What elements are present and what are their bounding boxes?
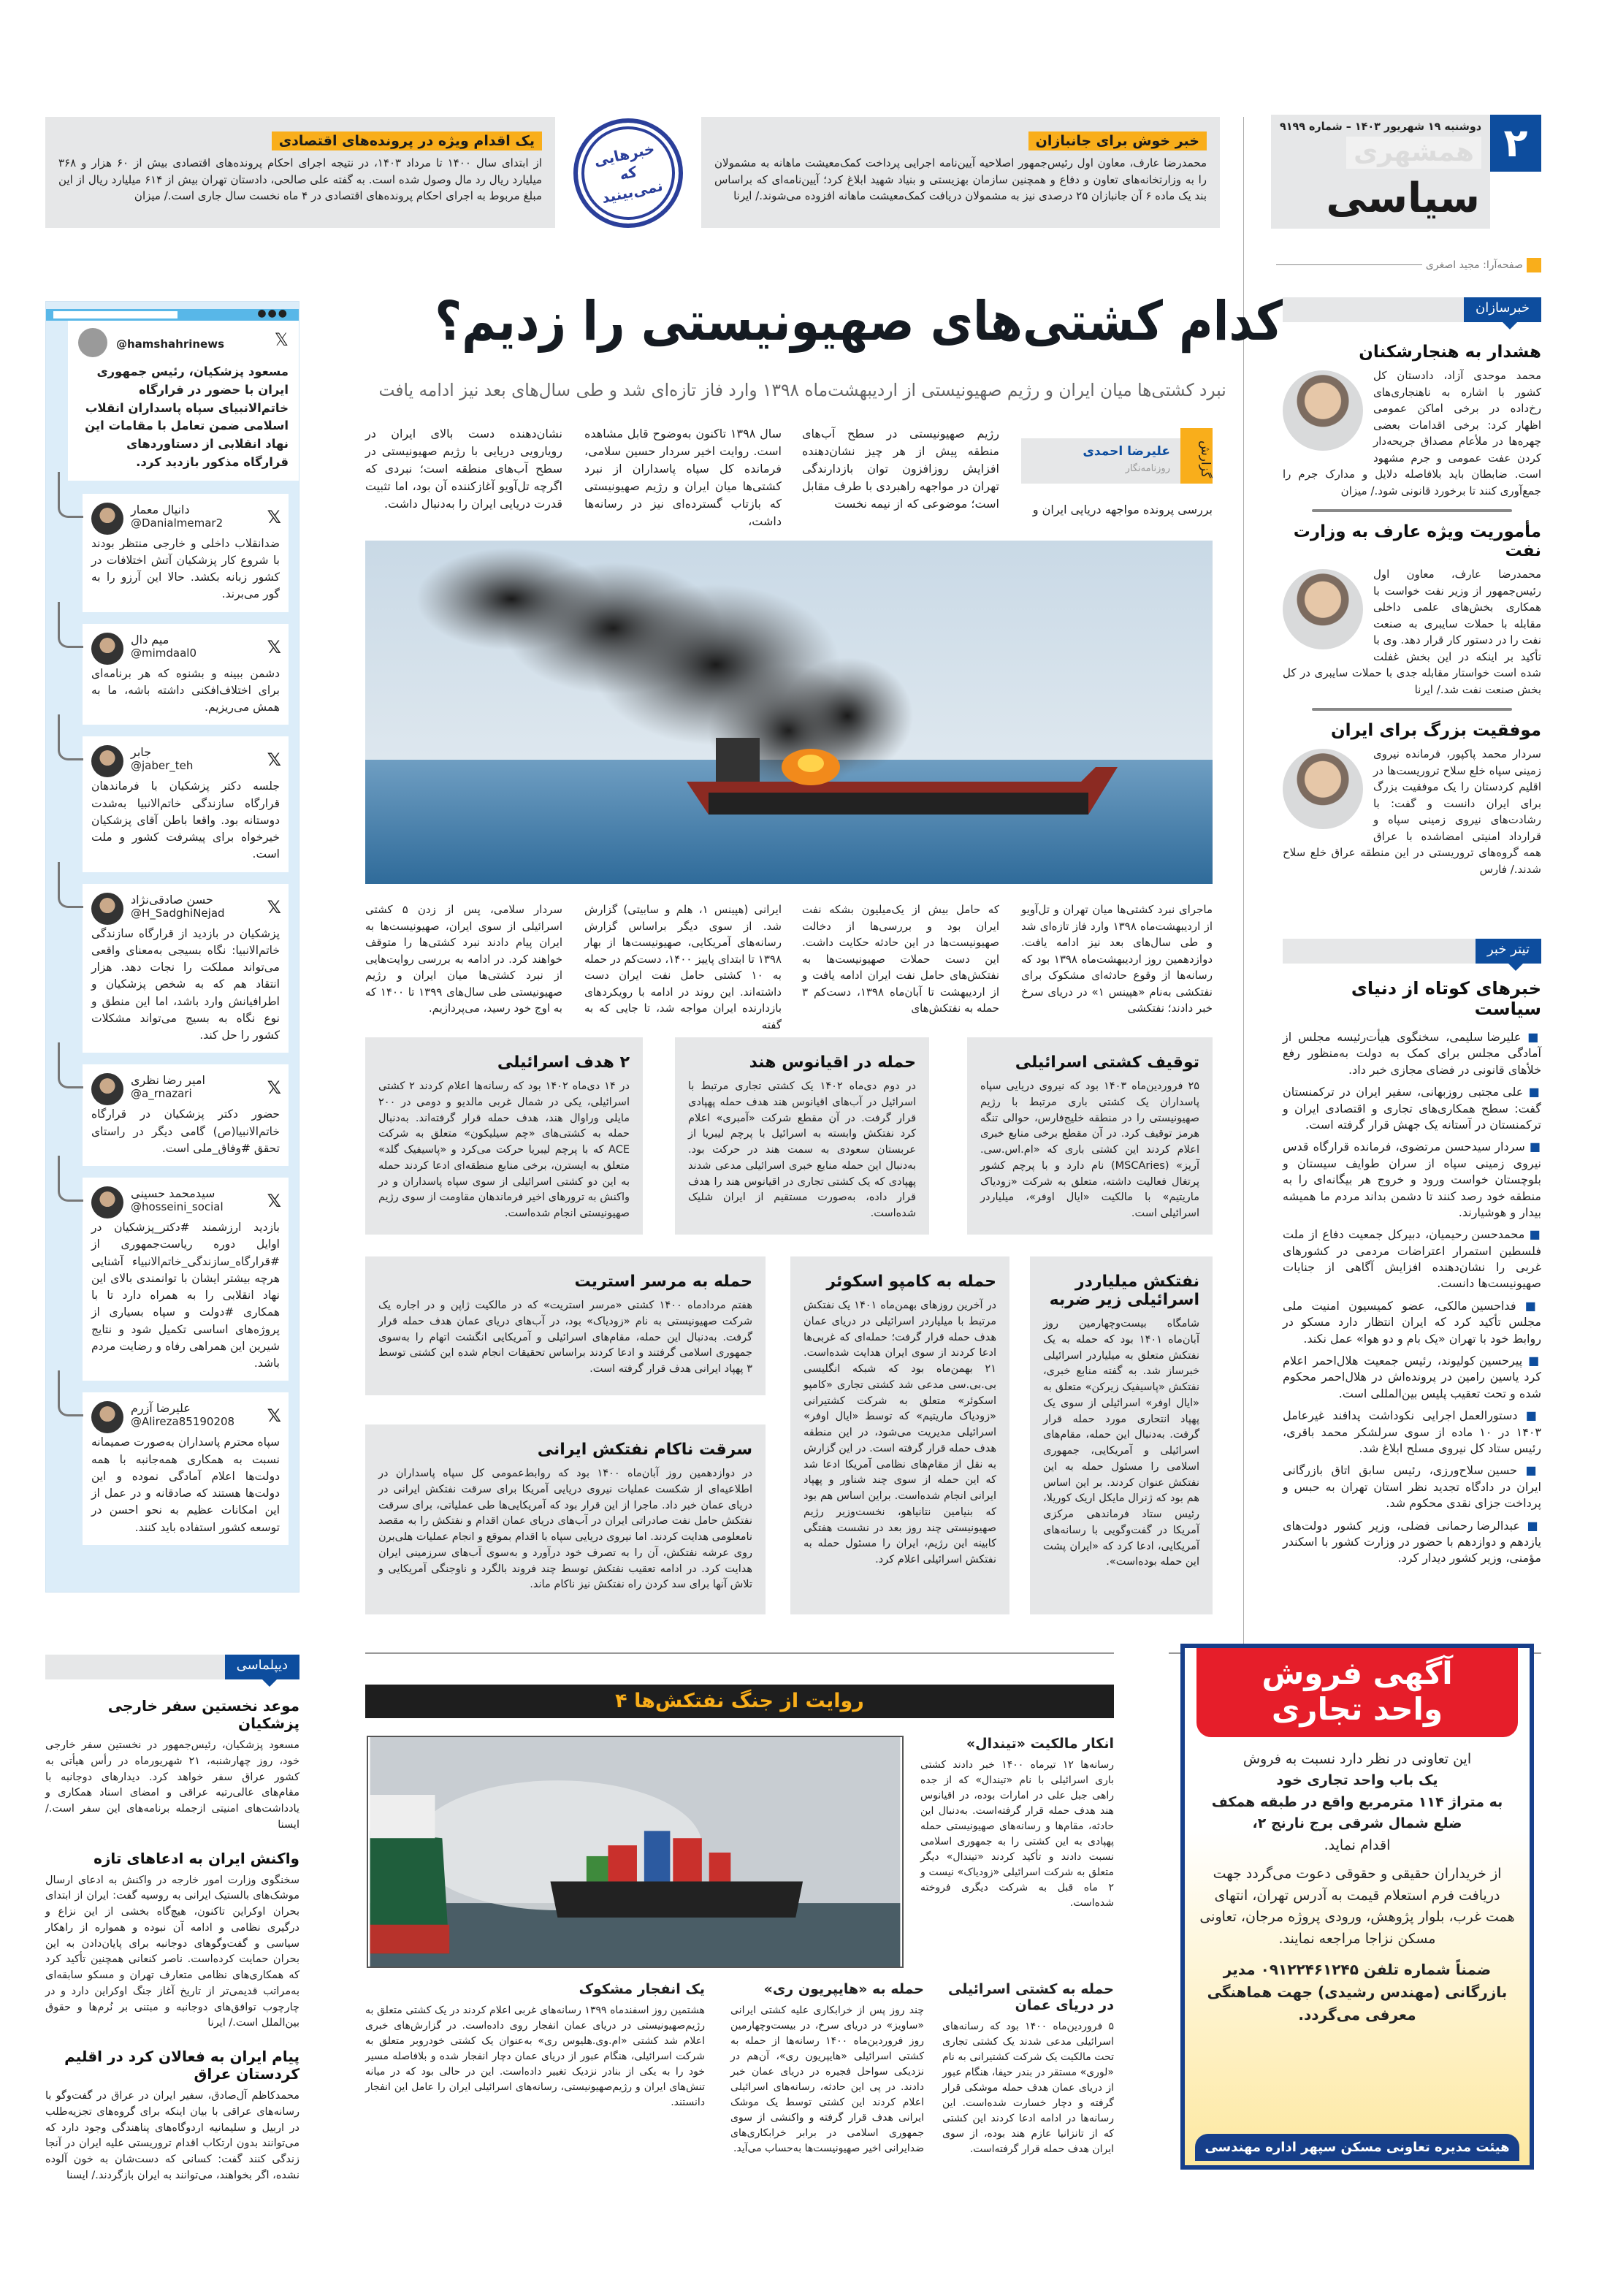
kicker: گزارش — [1180, 428, 1213, 484]
newsmaker-body: سردار محمد پاکپور، فرمانده نیروی زمینی سپاه خلع سلاح تروریست‌ها در اقلیم کردستان را یک موفقیت بزرگ برای ایران دانست و گفت: با رشادت‌های نیروی زمینی سپاه و قرارداد امنیتی امضاشده با عراق همه گروه‌های تروریستی در این منطقه عراق خلع سلاح شدند./ فارس — [1283, 747, 1541, 876]
ad-footer: هیئت مدیره تعاونی مسکن سپهر اداره مهندسی — [1195, 2134, 1519, 2161]
story-body: ۵ فروردین‌ماه ۱۴۰۰ بود که رسانه‌های اسرائیلی مدعی شدند یک کشتی تجاری تحت مالکیت یک شرکت کشتیرانی به نام «لوری» مستقر در بندر حیفا، هنگام عبور از دریای عمان هدف حمله موشکی قرار گرفته و دچار خسارت شده‌است. این رسانه‌ها در ادامه ادعا کردند این کشتی که از تانزانیا عازم هند بوده، از سوی ایران هدف حمله قرار گرفته‌است. — [942, 2021, 1114, 2155]
ad-title: آگهی فروش — [1261, 1655, 1453, 1691]
newsmaker-title: موفقیت بزرگ برای ایران — [1330, 721, 1541, 740]
lead-col: رژیم صهیونیستی در سطح آب‌های منطقه پیش از هر چیز نشان‌دهنده افزایش روزافزون توان بازدارندگی تهران در مواجهه راهبردی با طرف مقابل است؛ موضوعی که از نیمه نخست — [802, 427, 999, 511]
tweet-body: جلسه دکتر پزشکیان با فرماندهان قرارگاه سازندگی خاتم‌الانبیا به‌شدت دوستانه بود. واقعا باطن آقای پزشکیان خیرخواه برای پیشرفت کشور و ملت است. — [91, 779, 280, 861]
tweet-body: بازدید ارزشمند #دکتر_پزشکیان در اوایل دوره ریاست‌جمهوری از #قرارگاه_سازندگی_خاتم‌الانبیاء آشنایی هرچه بیشتر ایشان با توانمندی بالای این نهاد انقلابی را به همراه دارد تا با همکاری #دولت و سپاه بسیاری از پروژه‌های اساسی تکمیل شود و نتایج شیرین این همراهی رفاه و رضایت مردم باشد. — [91, 1221, 280, 1370]
incident-title: نفتکش میلیاردر اسرائیلی زیر ضربه — [1049, 1273, 1199, 1309]
incident-box — [790, 1256, 1009, 1614]
browser-bar: ●●● — [46, 309, 299, 321]
incident-body: در دوم دی‌ماه ۱۴۰۲ یک کشتی تجاری مرتبط با اسرائیل در آب‌های اقیانوس هند هدف حمله پهپادی قرار گرفت. در آن مقطع شرکت «آمبری» اعلام کرد نفتکش وابسته به اسرائیل با پرچم لیبریا از عربستان سعودی به سمت هند در حرکت بود. به‌دنبال این حمله منابع خبری اسرائیلی مدعی شدند پهپادی که یک کشتی تجاری در اقیانوس هند را هدف قرار داده، به‌صورت مستقیم از ایران شلیک شده‌است. — [688, 1080, 917, 1219]
lead-col: بررسی پرونده مواجهه دریایی ایران و — [1032, 503, 1213, 516]
body-col: ماجرای نبرد کشتی‌ها میان تهران و تل‌آویو از اردیبهشت‌ماه ۱۳۹۸ وارد فاز تازه‌ای شد و طی سال‌های بعد نیز ادامه یافت. دوازدهمین روز اردیبهشت‌ماه ۱۳۹۸ بود که رسانه‌ها از وقوع حادثه‌ای مشکوک برای نفتکشی به‌نام «هپینس ۱» در دریای سرخ خبر دادند؛ نفتکشی — [1021, 903, 1213, 1015]
story-body: هشتمین روز اسفندماه ۱۳۹۹ رسانه‌های غربی اعلام کردند در یک کشتی متعلق به رژیم‌صهیونیستی در دریای عمان انفجار روی داده‌است. در گزارش‌های خبری اعلام شد کشتی «ام.وی.هلیوس ری» به‌عنوان یک کشتی خودروبر متعلق به شرکت اسرائیلی، هنگام عبور از دریای عمان دچار انفجار شده و بلافاصله مسیر خود را به یکی از بنادر نزدیک تغییر داده‌است. این در حالی بود که در میانه تنش‌های ایران و رژیم‌صهیونیستی، رسانه‌های اسرائیلی ایران را عامل این انفجار دانستند. — [365, 2005, 705, 2108]
x-logo-icon: 𝕏 — [267, 506, 281, 527]
tweet-body: مسعود پزشکیان، رئیس جمهوری ایران با حضور در قرارگاه خاتم‌الانبیای سپاه پاسداران انقلاب اسلامی ضمن تعامل با مقامات این نهاد انقلابی از دستاوردهای قرارگاه مذکور بازدید کرد. — [85, 365, 289, 469]
diplomacy-body: سخنگوی وزارت امور خارجه در واکنش به ادعای ارسال موشک‌های بالستیک ایرانی به روسیه گفت: ایران از ابتدای بحران اوکراین تاکنون، هیچ‌گاه بخشی از این نزاع و درگیری نظامی و ادامه آن نبوده و همواره از راهکار سیاسی و گفت‌وگوهای دوجانبه برای پایان‌دادن به این بحران حمایت کرده‌است. ناصر کنعانی همچنین تأکید کرد که همکاری‌های نظامی متعارف تهران و مسکو سابقه‌ای به‌مراتب قدیمی‌تر از تاریخ آغاز جنگ اوکراین دارد و در چارچوب توافق‌های دوجانبه و مبتنی بر نُرم‌ها و حقوق بین‌الملل است./ ایرنا — [45, 1874, 299, 2029]
tweet-handle[interactable]: @H_SadghiNejad — [131, 906, 225, 920]
top-strip-right — [701, 117, 1220, 228]
incident-box — [1030, 1256, 1213, 1614]
tweet-handle[interactable]: @jaber_teh — [131, 759, 194, 773]
avatar — [91, 893, 123, 925]
ad-title: واحد تجاری — [1271, 1691, 1443, 1727]
ad-text: از خریداران حقیقی و حقوقی دعوت می‌گردد جهت دریافت فرم استعلام قیمت به آدرس تهران، انتهای همت غرب، بلوار پژوهش، ورودی پروژه مرجان، تعاونی مسکن نزاجا مراجعه نمایند. — [1199, 1866, 1515, 1947]
top-strip-left — [45, 117, 555, 228]
tweet-author: سیدمحمد حسینی — [131, 1186, 215, 1200]
brief-item: ■ محمدحسن رحیمیان، دبیرکل جمعیت دفاع از ملت فلسطین استمرار اعتراضات مردمی در کشورهای غربی را نشان‌دهنده افزایش آگاهی از جنایات صهیونیست‌ها دانست. — [1283, 1227, 1541, 1292]
main-tweet[interactable] — [68, 321, 299, 481]
x-logo-icon: 𝕏 — [267, 896, 281, 918]
headline: کدام کشتی‌های صهیونیستی را زدیم؟ — [435, 290, 1283, 353]
tweet-handle[interactable]: @a_rnazari — [131, 1087, 192, 1101]
ad-text: اقدام نماید. — [1324, 1837, 1391, 1853]
incident-title: سرقت ناکام نفتکش ایرانی — [537, 1441, 752, 1459]
portrait-photo — [1283, 569, 1363, 649]
reply-tweet[interactable] — [83, 884, 289, 1053]
reply-tweet[interactable] — [83, 1178, 289, 1381]
newsmaker-body: محمد موحدی آزاد، دادستان کل کشور با اشاره به ناهنجاری‌های رخ‌داده در برخی اماکن عمومی اظهار کرد: برخی اقدامات بعضی چهره‌ها در ملأعام مصداق جریحه‌دار کردن عفت عمومی و جرم مشهود است. ضابطان باید بلافاصله دلایل و مدارک جرم را جمع‌آوری کنند تا برخورد قانونی شود./ میزان — [1283, 369, 1541, 497]
incident-title: حمله به کامپو اسکوئر — [826, 1273, 996, 1291]
brief-item: ■ حسین سلاح‌ورزی، رئیس سابق اتاق بازرگانی ایران در دادگاه تجدید نظر استان تهران به حبس و پرداخت جزای نقدی محکوم شد. — [1283, 1462, 1541, 1511]
divider — [1312, 708, 1512, 711]
page-number: ۲ — [1490, 115, 1541, 172]
x-logo-icon: 𝕏 — [267, 1078, 281, 1099]
newsmakers — [1283, 297, 1541, 877]
reply-tweet[interactable] — [83, 736, 289, 872]
story-title: حمله به کشتی اسرائیلی در دریای عمان — [948, 1981, 1114, 2013]
incident-box — [675, 1037, 929, 1235]
brief-item: ■ پیرحسین کولیوند، رئیس جمعیت هلال‌احمر اعلام کرد یاسین رامین در پرونده‌اش در هلال‌احمر محکوم شده و تحت تعقیب پلیس بین‌المللی است. — [1283, 1353, 1541, 1402]
headline-wrap — [365, 286, 1283, 359]
incident-box — [967, 1037, 1213, 1235]
ad-text: به متراژ ۱۱۴ مترمربع واقع در طبقه همکف ضلع شمال شرقی برج نارنج ۲، — [1211, 1793, 1503, 1832]
section-label: خبرسازان — [1464, 297, 1541, 322]
tanker-story — [365, 1981, 705, 2186]
tweet-body: حضور دکتر پزشکیان در قرارگاه خاتم‌الانبیا(ص) گامی دیگر در راستای تحقق #وفاق_ملی است. — [91, 1107, 280, 1155]
newsmaker-body: محمدرضا عارف، معاون اول رئیس‌جمهور از وزیر نفت خواست با همکاری بخش‌های علمی داخلی مقابله با حملات سایبری به صنعت نفت را در دستور کار قرار دهد. وی با تأکید بر اینکه در این بخش غفلت شده است خواستار مقابله جدی با حملات سایبری در کل بخش صنعت نفت شد./ ایرنا — [1283, 568, 1541, 696]
tweet-body: پزشکیان در بازدید از قرارگاه سازندگی خاتم‌الانبیا: نگاه بسیجی به‌معنای واقعی می‌تواند مملکت را نجات دهد. هزار انتقاد هم که به شخص پزشکیان و اطرافیانش وارد باشد، اما این منطق و نوع نگاه به بسیج می‌تواند مشکلات کشور را حل کند. — [91, 926, 280, 1042]
section-title: سیاسی — [1326, 175, 1480, 222]
masthead — [1271, 115, 1490, 229]
brief-item: ■ علیرضا سلیمی، سخنگوی هیأت‌رئیسه مجلس از آمادگی مجلس برای کمک به دولت به‌منظور رفع خلأهای قانونی در فضای مجازی خبر داد. — [1283, 1029, 1541, 1078]
lead-col: نشان‌دهنده دست بالای ایران در رویارویی دریایی با رژیم صهیونیستی در سطح آب‌های منطقه است؛ نبردی که اگرچه تل‌آویو آغازکننده آن بود، اما تثبیت قدرت دریایی ایران را به‌دنبال داشت. — [365, 427, 562, 511]
x-logo-icon: 𝕏 — [274, 329, 289, 350]
reply-tweet[interactable] — [83, 494, 289, 612]
divider — [1312, 509, 1512, 512]
brief-item: ■ عبدالرضا رحمانی فضلی، وزیر کشور دولت‌های یازدهم و دوازدهم با حضور در وزارت کشور با اسکندر مؤمنی، وزیر کشور دیدار کرد. — [1283, 1518, 1541, 1567]
replies — [46, 494, 299, 1545]
portrait-photo — [1283, 370, 1363, 451]
brief-item: ■ فداحسین مالکی، عضو کمیسیون امنیت ملی مجلس تأکید کرد که ایران انتظار دارد مسکو در روابط خود با تهران «یک بام و دو هوا» عمل نکند. — [1283, 1298, 1541, 1347]
tweet-handle[interactable]: @mimdaal0 — [131, 646, 197, 660]
incident-body: ۲۵ فروردین‌ماه ۱۴۰۳ بود که نیروی دریایی سپاه پاسداران یک کشتی باری مرتبط با رژیم صهیونیستی را در منطقه خلیج‌فارس، حوالی تنگه هرمز توقیف کرد. در آن مقطع برخی منابع خبری اعلام کردند این کشتی باری که «ام.اس.سی. آریز» (MSCAries) نام دارد و با پرچم کشور پرتغال فعالیت داشته، متعلق به شرکت «زودیاک ماریتیم» با مالکیت «ایال اوفر»، میلیاردر اسرائیلی است. — [980, 1080, 1200, 1219]
ad-contact: ضمناً شماره تلفن ۰۹۱۲۲۴۶۱۲۴۵ مدیر بازرگانی (مهندس رشیدی) جهت هماهنگی معرفی می‌گردد. — [1207, 1960, 1508, 2024]
subtitle-wrap — [365, 378, 1226, 402]
stamp — [563, 108, 693, 238]
diplomacy-body: مسعود پزشکیان، رئیس‌جمهور در نخستین سفر خارجی خود، روز چهارشنبه، ۲۱ شهریورماه در رأس هیأتی به کشور عراق سفر خواهد کرد. دیدارهای دوجانبه با مقام‌های عالی‌رتبه عراقی و امضای اسناد همکاری و یادداشت‌های امنیتی ازجمله برنامه‌های این سفر است./ ایسنا — [45, 1739, 299, 1831]
reply-tweet[interactable] — [83, 1064, 289, 1166]
brief-item: ■ دستورالعمل اجرایی نکوداشت پدافند غیرعامل ۱۴۰۳ در ۱۰ ماده از سوی سرلشکر محمد باقری، رئیس ستاد کل نیروی مسلح ابلاغ شد. — [1283, 1408, 1541, 1457]
container-ship-photo — [367, 1736, 904, 1968]
page-designer — [1271, 257, 1541, 273]
incident-title: توقیف کشتی اسرائیلی — [1015, 1053, 1199, 1072]
tweet-handle[interactable]: @hosseini_social — [131, 1200, 224, 1213]
diplomacy-title: واکنش ایران به ادعاهای تازه — [93, 1849, 299, 1867]
tweet-body: دشمن ببینه و بشنوه که هر برنامه‌ای برای اختلاف‌افکنی داشته باشه، ما به همش می‌ریزیم. — [91, 666, 280, 714]
twitter-panel — [45, 301, 299, 1593]
strip-body: محمدرضا عارف، معاون اول رئیس‌جمهور اصلاحیه آیین‌نامه اجرایی پرداخت کمک‌معیشت ماهانه به مشمولان را به وزارتخانه‌های تعاون و دفاع و همچنین سازمان بهزیستی و بنیاد شهید ابلاغ کرد؛ آیین‌نامه‌ای که براساس بند یک ماده ۶ آن جانبازان ۲۵ درصدی نیز به مشمولان دریافت کمک‌معیشت ماهانه افزوده می‌شوند./ ایرنا — [714, 156, 1207, 202]
ad-text: یک باب واحد تجاری خود — [1276, 1772, 1438, 1789]
story-body: رسانه‌ها ۱۲ تیرماه ۱۴۰۰ خبر دادند کشتی باری اسرائیلی با نام «تیندال» که از جده راهی جبل علی در امارات بوده، در اقیانوس هند هدف حمله قرار گرفته‌است. به‌دنبال این حادثه، مقام‌ها و رسانه‌های صهیونیستی حمله پهپادی به این کشتی را به جمهوری اسلامی نسبت دادند و تأکید کردند «تیندال» دیگر متعلق به شرکت اسرائیلی «زودیاک» نیست و ۲ ماه قبل به شرکت دیگری فروخته شده‌است. — [920, 1759, 1114, 1909]
lead-col: سال ۱۳۹۸ تاکنون به‌وضوح قابل مشاهده است. روایت اخیر سردار حسین سلامی، فرمانده کل سپاه پاسداران از نبرد کشتی‌ها میان ایران و رژیم صهیونیستی که بازتاب گسترده‌ای نیز در رسانه‌ها داشت، — [584, 427, 782, 528]
section-label: دیپلماسی — [225, 1655, 299, 1679]
ad-commercial-unit[interactable] — [1180, 1644, 1534, 2170]
body-col: که حامل بیش از یک‌میلیون بشکه نفت ایران بود و بررسی‌ها از دخالت صهیونیست‌ها در این حادثه حکایت داشت. این دست حملات صهیونیست‌ها به نفتکش‌های حامل نفت ایران ادامه یافت و از اردیبهشت تا آبان‌ماه ۱۳۹۸، دست‌کم ۳ حمله به نفتکش‌های — [802, 903, 1000, 1015]
story-body: چند روز پس از خرابکاری علیه کشتی ایرانی «ساویز» در دریای سرخ، در بیست‌وچهارمین روز فروردین‌ماه ۱۴۰۰ رسانه‌ها از حمله به کشتی اسرائیلی «هایپریون ری»، آن‌هم در نزدیکی سواحل فجیره در دریای عمان خبر دادند. در پی این حادثه، رسانه‌های اسرائیلی اعلام کردند این کشتی توسط یک موشک ایرانی هدف قرار گرفته و واکنشی از سوی جمهوری اسلامی در برابر خرابکاری‌های ضدایرانی اخیر صهیونیست‌ها به‌حساب می‌آید. — [730, 2005, 924, 2154]
brief-item: ■ علی مجتبی روزبهانی، سفیر ایران در ترکمنستان گفت: سطح همکاری‌های تجاری و اقتصادی ایران و ترکمنستان در آستانه یک جهش قرار گرفته است. — [1283, 1084, 1541, 1133]
avatar — [91, 1186, 123, 1218]
incident-box — [365, 1037, 643, 1235]
banner-title: ۴ روایت از جنگ نفتکش‌ها — [615, 1690, 864, 1712]
strip-title: یک اقدام ویژه در پرونده‌های اقتصادی — [272, 131, 542, 150]
briefs — [1283, 939, 1541, 1573]
newsmaker-title: هشدار به هنجارشکنان — [1359, 343, 1541, 362]
x-logo-icon: 𝕏 — [267, 1191, 281, 1211]
subtitle: نبرد کشتی‌ها میان ایران و رژیم صهیونیستی از اردیبهشت‌ماه ۱۳۹۸ وارد فاز تازه‌ای شد و طی سال‌های بعد نیز ادامه یافت — [378, 380, 1226, 400]
incident-title: حمله در اقیانوس هند — [749, 1053, 916, 1072]
author[interactable]: علیرضا احمدی — [1083, 444, 1170, 459]
burning-tanker-photo — [365, 541, 1213, 884]
diplomacy — [45, 1655, 299, 2200]
byline — [1021, 438, 1213, 484]
tanker-war-banner — [365, 1685, 1114, 1718]
ad-header — [1196, 1648, 1518, 1737]
incident-title: ۲ هدف اسرائیلی — [497, 1053, 630, 1072]
tweet-handle[interactable]: @Danialmemar2 — [131, 516, 224, 530]
incident-box — [365, 1256, 766, 1395]
tweet-body: سپاه محترم پاسداران به‌صورت صمیمانه نسبت به همکاری همه‌جانبه با همه دولت‌ها اعلام آمادگی نموده و این دولت‌ها هستند که صادقانه و در عمل از این امکانات عظیم به نحو احسن در توسعه کشور استفاده باید کنند. — [91, 1435, 280, 1534]
date-line: دوشنبه ۱۹ شهریور ۱۴۰۳ – شماره ۹۱۹۹ — [1279, 120, 1481, 133]
x-logo-icon: 𝕏 — [267, 1406, 281, 1427]
diplomacy-title: موعد نخستین سفر خارجی پزشکیان — [107, 1697, 299, 1732]
tweet-author: میم دال — [131, 632, 169, 647]
reply-tweet[interactable] — [83, 624, 289, 725]
story-title: حمله به «هایپریون ری» — [763, 1981, 924, 1997]
section-label: تیتر خبر — [1476, 939, 1541, 964]
avatar — [91, 1401, 123, 1433]
tweet-author: امیر رضا نظری — [131, 1073, 205, 1088]
incident-body: هفتم مردادماه ۱۴۰۰ کشتی «مرسر استریت» که در مالکیت ژاپن و در اجاره یک شرکت صهیونیستی به نام «زودیاک» بود، در آب‌های دریای عمان هدف حمله قرار گرفت. به‌دنبال این حمله، مقام‌های اسرائیلی و آمریکایی انگشت اتهام را به‌سوی جمهوری اسلامی گرفتند و ادعا کردند براساس تحقیقات انجام شده این کشتی توسط ۳ پهپاد ایرانی هدف قرار گرفته است. — [378, 1300, 753, 1375]
tweet-handle[interactable]: @Alireza85190208 — [131, 1415, 235, 1429]
briefs-title: خبرهای کوتاه از دنیای سیاست — [1351, 978, 1541, 1019]
reply-tweet[interactable] — [83, 1392, 289, 1545]
incident-body: شامگاه بیست‌وچهارمین روز آبان‌ماه ۱۴۰۱ بود که حمله به یک نفتکش متعلق به میلیاردر اسرائیلی خبرساز شد. به گفته منابع خبری، نفتکش «پاسیفیک زیرکن» متعلق به «ایال اوفر» اسرائیلی از سوی یک پهپاد انتحاری مورد حمله قرار گرفت. به‌دنبال این حمله، مقام‌های اسرائیلی و آمریکایی، جمهوری اسلامی را مسئول حمله به این نفتکش عنوان کردند. بر این اساس هم بود که ژنرال مایکل اریک کوریلا، رئیس ستاد فرماندهی مرکزی آمریکا در گفت‌وگویی با رسانه‌های آمریکایی، ادعا کرد که «ایران پشت این حمله بوده‌است». — [1043, 1318, 1199, 1568]
author-role: روزنامه‌نگار — [1125, 463, 1170, 474]
x-logo-icon: 𝕏 — [267, 636, 281, 657]
tanker-story — [920, 1736, 1114, 1962]
strip-body: از ابتدای سال ۱۴۰۰ تا مرداد ۱۴۰۳، در نتیجه اجرای احکام پرونده‌های اقتصادی بیش از ۶۰ هزار و ۳۶۸ میلیارد ریال رد مال وصول شده است. به گفته علی صالحی، دادستان تهران بیش از ۶۱۴ میلیارد ریال از این مبلغ مربوط به اجرای احکام پرونده‌های اقتصادی در ۴ ماه نخست سال جاری است./ میزان — [58, 156, 542, 202]
avatar — [91, 503, 123, 535]
incident-body: در دوازدهمین روز آبان‌ماه ۱۴۰۰ بود که روابط‌عمومی کل سپاه پاسداران در اطلاعیه‌ای از شکست عملیات نیروی دریایی آمریکا برای سرقت نفتکش ایرانی در دریای عمان خبر داد. ماجرا از این قرار بود که آمریکایی‌ها طی عملیاتی، برای سرقت نفتکش حامل نفت صادراتی ایران در آب‌های دریای عمان اقدام و نفتکش را به مقصد نامعلومی هدایت کردند. اما نیروی دریایی سپاه با اقدام بموقع و انجام عملیات هلی‌برن روی عرشه نفتکش، آن را به تصرف خود درآورد و به‌سوی آب‌های سرزمینی ایران هدایت کرد. در ادامه تعقیب نفتکش توسط چند فروند بالگرد و ناوجنگی آمریکایی و تلاش آنها برای سد کردن راه نفتکش نیز ناکام ماند. — [378, 1468, 752, 1591]
tweet-body: ضدانقلاب داخلی و خارجی منتظر بودند با شروع کار پزشکیان آتش اختلافات در کشور زبانه بکشد. حالا این آرزو را به گور می‌برند. — [91, 536, 280, 601]
avatar — [91, 745, 123, 777]
incident-title: حمله به مرسر استریت — [574, 1273, 752, 1291]
incident-body: در آخرین روزهای بهمن‌ماه ۱۴۰۱ یک نفتکش مرتبط با میلیاردر اسرائیلی در دریای عمان هدف حمله قرار گرفت؛ حمله‌ای که غربی‌ها ادعا کردند از سوی ایران هدایت شده‌است. ۲۱ بهمن‌ماه بود که شبکه انگلیسی بی.بی.سی مدعی شد کشتی تجاری «کامپو اسکوئر» متعلق به شرکت کشتیرانی «زودیاک ماریتیم» که توسط «ایال اوفر» اسرائیلی مدیریت می‌شود، در این منطقه هدف حمله قرار گرفته است. در این گزارش به نقل از مقام‌های نظامی آمریکا ادعا شد که این حمله از سوی چند شناور و پهپاد ایرانی انجام شده‌است. براین اساس هم بود که بنیامین نتانیاهو، نخست‌وزیر رژیم صهیونیستی چند روز بعد در نشست هفتگی کابینه این رژیم، ایران را مسئول حمله به نفتکش اسرائیلی اعلام کرد. — [804, 1300, 996, 1565]
incident-body: در ۱۴ دی‌ماه ۱۴۰۲ بود که رسانه‌ها اعلام کردند ۲ کشتی اسرائیلی، یکی در شمال غربی مالدیو و دومی در ۲۰۰ مایلی وراوال هند، هدف حمله قرار گرفته‌اند. به‌دنبال حمله به کشتی‌های «چم سیلیکون» متعلق به شرکت ACE که با پرچم لیبریا حرکت می‌کرد و «پاسیفیک گلد» متعلق به ایسترن، برخی منابع منطقه‌ای ادعا کردند حمله به این دو کشتی اسرائیلی از سوی سپاه پاسداران و در واکنش به ترورهای اخیر فرماندهان مقاومت از سوی رژیم صهیونیستی انجام شده‌است. — [378, 1080, 630, 1219]
body-col: سردار سلامی، پس از زدن ۵ کشتی اسرائیلی از سوی ایران، صهیونیست‌ها به ایران پیام دادند نبرد کشتی‌ها را متوقف خواهند کرد. در ادامه به بررسی روایت‌هایی از نبرد کشتی‌ها میان ایران و رژیم صهیونیستی طی سال‌های ۱۳۹۹ تا ۱۴۰۰ که به اوج خود رسید، می‌پردازیم. — [365, 903, 562, 1015]
avatar — [78, 328, 107, 357]
diplomacy-title: پیام ایران به فعالان کرد در اقلیم کردستان عراق — [64, 2048, 299, 2083]
avatar — [91, 633, 123, 665]
tweet-author: حسن صادقی‌نژاد — [131, 892, 213, 907]
brief-item: ■ سردار سیدحسن مرتضوی، فرمانده قرارگاه قدس نیروی زمینی سپاه از سران طوایف سیستان و بلوچستان خواست ورود و خروج هر بیگانه‌ای را به منطقه خود رصد کنند تا دشمن بداند مردم ما همیشه بیدار و هوشیارند. — [1283, 1139, 1541, 1221]
tweet-author: دانیال معمار — [131, 502, 190, 516]
portrait-photo — [1283, 749, 1363, 829]
story-title: انکار مالکیت «تیندال» — [966, 1736, 1114, 1752]
tweet-handle: @hamshahrinews — [116, 337, 225, 351]
tweet-author: علیرضا آزرم — [131, 1401, 191, 1416]
stamp-text: خبرهایی که نمی‌بینید — [592, 140, 665, 207]
body-col: ایرانی (هپینس ۱، هلم و سابیتی) گزارش شد. از سوی دیگر براساس گزارش رسانه‌های آمریکایی، صهیونیست‌ها از بهار ۱۳۹۸ تا ابتدای پاییز ۱۴۰۰، دست‌کم در حمله به ۱۰ کشتی حامل نفت ایران دست داشته‌اند. این روند در ادامه با رویکردهای بازدارنده ایران مواجه شد، تا جایی که به گفته — [584, 903, 782, 1031]
tanker-story — [730, 1981, 924, 2186]
bottom-divider — [365, 1652, 1114, 1654]
avatar — [91, 1073, 123, 1105]
tweet-author: جابر — [131, 745, 152, 760]
tanker-story — [942, 1981, 1114, 2186]
x-logo-icon: 𝕏 — [267, 750, 281, 771]
incident-box — [365, 1424, 766, 1614]
ad-text: این تعاونی در نظر دارد نسبت به فروش — [1243, 1751, 1472, 1767]
strip-title: خبر خوش برای جانبازان — [1028, 131, 1207, 150]
diplomacy-body: محمدکاظم آل‌صادق، سفیر ایران در عراق در گفت‌وگو با رسانه‌های عراقی با بیان اینکه برای گروه‌های تجزیه‌طلب در اربیل و سلیمانیه اردوگاه‌های پناهندگی وجود دارد که می‌توانند بدون ارتکاب اقدام تروریستی علیه ایران در آنجا زندگی کنند گفت: کسانی که دست‌شان به خون آلوده نشده، اگر بخواهند، می‌توانند به ایران بازگردند./ ایسنا — [45, 2090, 299, 2181]
designer-credit: صفحه‌آرا: مجید اصغری — [1425, 259, 1523, 271]
paper-logo: همشهری — [1346, 137, 1481, 169]
story-title: یک انفجار مشکوک — [579, 1981, 705, 1997]
newsmaker-title: مأموریت ویژه عارف به وزارت نفت — [1293, 522, 1541, 560]
